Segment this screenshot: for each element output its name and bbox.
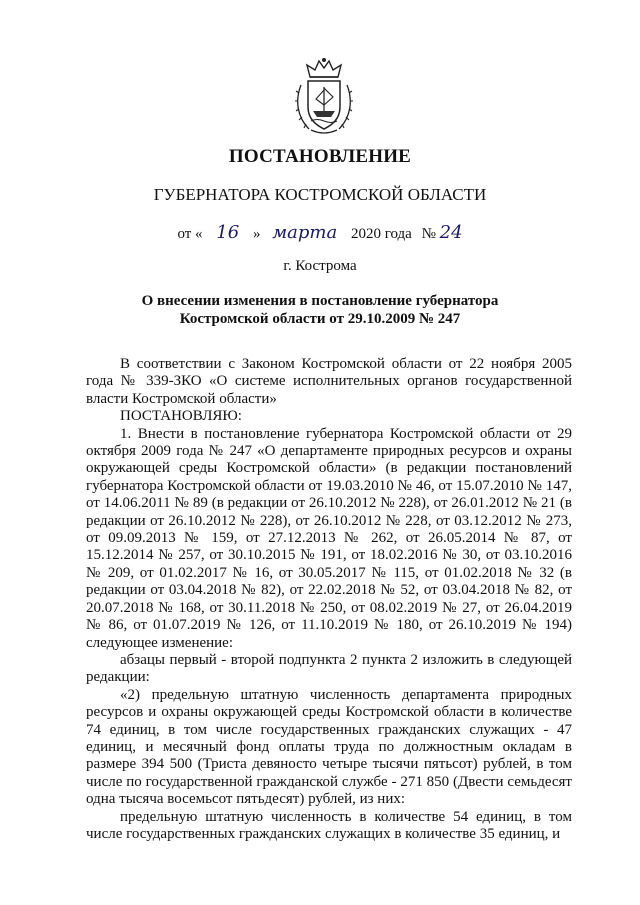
kostroma-coat-of-arms-icon	[293, 55, 355, 137]
paragraph-preamble: В соответствии с Законом Костромской области от 22 ноября 2005 года № 339-ЗКО «О системе исполнительных органов государственной власти Костромской области»	[86, 356, 572, 407]
subject-line-2: Костромской области от 29.10.2009 № 247	[179, 311, 461, 327]
paragraph-amendment-scope: абзацы первый - второй подпункта 2 пункта 2 изложить в следующей редакции:	[86, 651, 572, 686]
paragraph-amendment-text: «2) предельную штатную численность департамента природных ресурсов и охраны окружающей среды Костромской области в количестве 74 единиц, в том числе государственных гражданских служащих - 47 единиц, и месячный фонд оплаты труда по должностным окладам в размере 394 500 (Триста девяносто четыре тысячи пятьсот) рублей, в том числе по государственной гражданской службе - 271 850 (Двести семьдесят одна тысяча восемьсот пятьдесят) рублей, из них:	[86, 686, 572, 808]
paragraph-item-1: 1. Внести в постановление губернатора Костромской области от 29 октября 2009 года № 247 «О департаменте природных ресурсов и охраны окружающей среды Костромской области» (в редакции постановлений губернатора Костромской области от 19.03.2010 № 46, от 15.07.2010 № 147, от 14.06.2011 № 89 (в редакции от 26.10.2012 № 228), от 26.01.2012 № 21 (в редакции от 26.10.2012 № 228), от 26.10.2012 № 228, от 03.12.2012 № 273, от 09.09.2013 № 159, от 27.12.2013 № 262, от 26.05.2014 № 87, от 15.12.2014 № 257, от 30.10.2015 № 191, от 18.02.2016 № 30, от 03.10.2016 № 209, от 01.02.2017 № 16, от 30.05.2017 № 115, от 01.02.2018 № 32 (в редакции от 03.04.2018 № 82), от 22.02.2018 № 52, от 03.04.2018 № 82, от 20.07.2018 № 168, от 30.11.2018 № 250, от 08.02.2019 № 27, от 26.04.2019 № 86, от 01.07.2019 № 126, от 11.10.2019 № 180, от 26.10.2019 № 194) следующее изменение:	[86, 425, 572, 651]
document-subject	[0, 292, 640, 328]
document-type-title: ПОСТАНОВЛЕНИЕ	[228, 146, 412, 167]
paragraph-resolve: ПОСТАНОВЛЯЮ:	[120, 408, 242, 425]
issuer-title: ГУБЕРНАТОРА КОСТРОМСКОЙ ОБЛАСТИ	[153, 185, 487, 204]
document-body	[86, 356, 572, 843]
handwritten-day: 16	[216, 222, 240, 243]
city-line: г. Кострома	[283, 258, 357, 274]
paragraph-staff-limit: предельную штатную численность в количестве 54 единиц, в том числе государственных гражданских служащих в количестве 35 единиц, и	[86, 808, 572, 842]
date-prefix: от «	[177, 226, 203, 242]
handwritten-number: 24	[439, 222, 463, 243]
date-year: 2020 года	[350, 226, 412, 242]
number-prefix: №	[421, 226, 436, 242]
handwritten-month: марта	[272, 222, 338, 243]
subject-line-1: О внесении изменения в постановление губернатора	[141, 293, 499, 309]
date-mid: »	[252, 226, 261, 242]
date-number-line	[0, 222, 640, 243]
